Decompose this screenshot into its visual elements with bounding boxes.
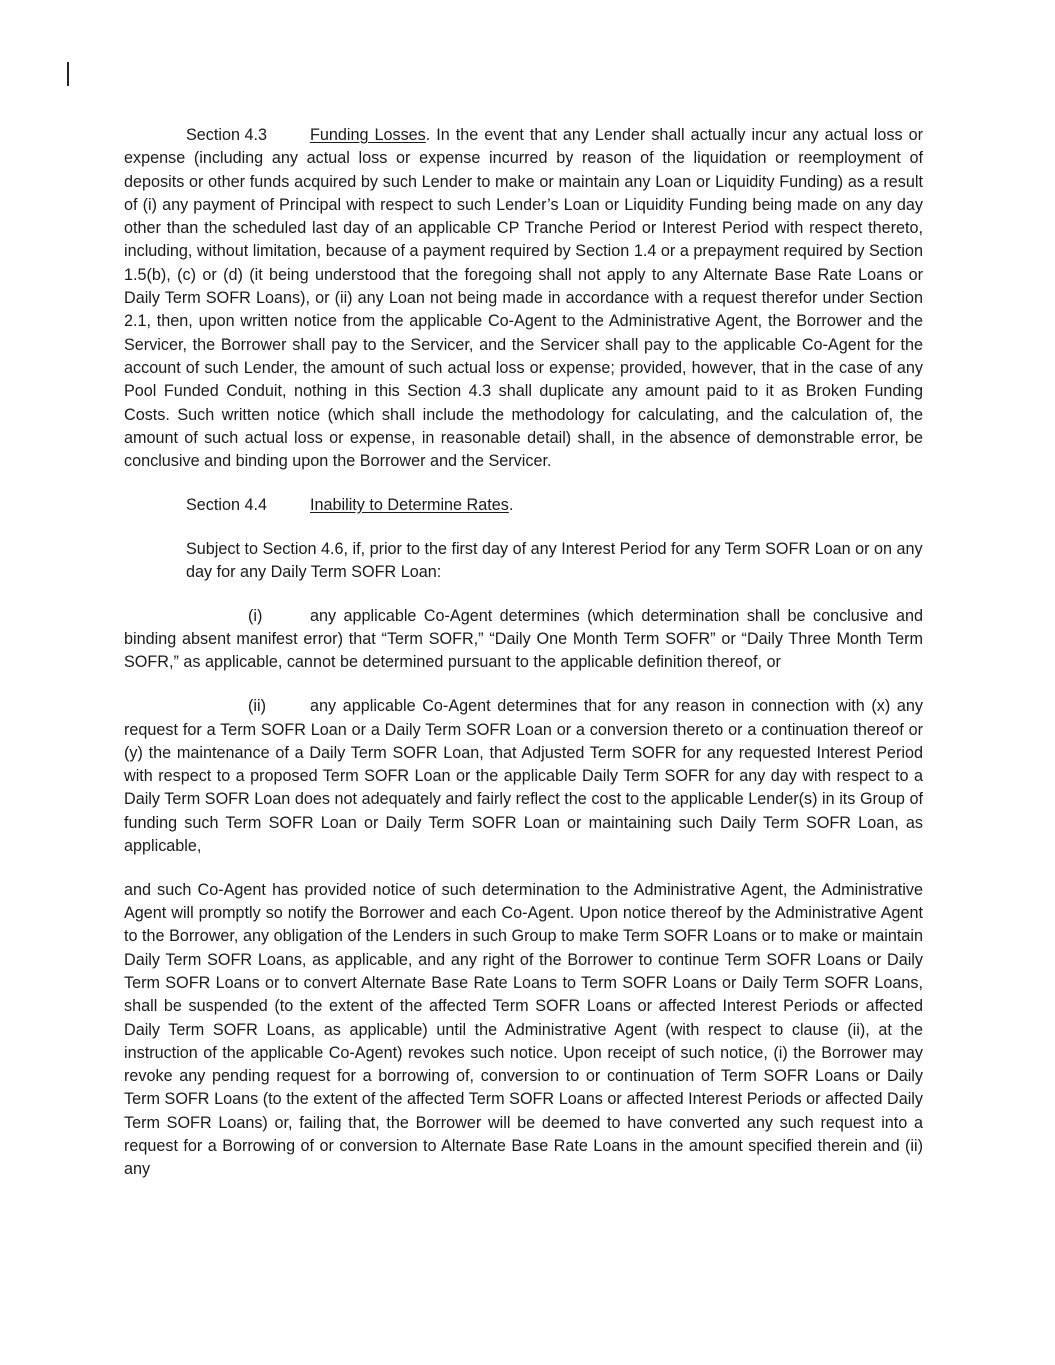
section-4-3-heading: Funding Losses [310, 126, 426, 144]
clause-i [124, 605, 923, 675]
section-4-4-heading: Inability to Determine Rates [310, 495, 509, 514]
section-4-3-number: Section 4.3 [186, 126, 267, 144]
section-4-3-heading-punct: . [425, 126, 431, 144]
section-4-4-number: Section 4.4 [186, 495, 267, 514]
clause-ii-text: any applicable Co-Agent determines that for any reason in connection with (x) any request for a Term SOFR Loan or a Daily Term SOFR Loan or a conversion thereto or a continuation thereof or (y) the maintenance of a Daily Term SOFR Loan, that Adjusted Term SOFR for any requested Interest Period with respect to a proposed Term SOFR Loan or the applicable Daily Term SOFR for any day with respect to a Daily Term SOFR Loan does not adequately and fairly reflect the cost to the applicable Lender(s) in its Group of funding such Term SOFR Loan or Daily Term SOFR Loan or maintaining such Daily Term SOFR Loan, as applicable, [124, 697, 923, 856]
clause-i-number: (i) [248, 606, 263, 625]
section-4-4-closing: and such Co-Agent has provided notice of such determination to the Administrative Agent, the Administrative Agent will promptly so notify the Borrower and each Co-Agent. Upon notice thereof by the Administrative Agent to the Borrower, any obligation of the Lenders in such Group to make Term SOFR Loans or to make or maintain Daily Term SOFR Loans, as applicable, and any right of the Borrower to continue Term SOFR Loans or Daily Term SOFR Loans or to convert Alternate Base Rate Loans to Term SOFR Loans or Daily Term SOFR Loans, shall be suspended (to the extent of the affected Term SOFR Loans or affected Interest Periods or affected Daily Term SOFR Loans, as applicable) until the Administrative Agent (with respect to clause (ii), at the instruction of the applicable Co-Agent) revokes such notice. Upon receipt of such notice, (i) the Borrower may revoke any pending request for a borrowing of, conversion to or continuation of Term SOFR Loans or Daily Term SOFR Loans (to the extent of the affected Term SOFR Loans or affected Interest Periods or affected Daily Term SOFR Loans) or, failing that, the Borrower will be deemed to have converted any such request into a request for a Borrowing of or conversion to Alternate Base Rate Loans in the amount specified therein and (ii) any [124, 880, 923, 1179]
clause-i-text: any applicable Co-Agent determines (which determination shall be conclusive and binding absent manifest error) that “Term SOFR,” “Daily One Month Term SOFR” or “Daily Three Month Term SOFR,” as applicable, cannot be determined pursuant to the applicable definition thereof, or [124, 606, 923, 672]
document-page [124, 124, 923, 1202]
section-4-4-heading-punct: . [508, 495, 514, 514]
section-4-3-body: In the event that any Lender shall actually incur any actual loss or expense (including any actual loss or expense incurred by reason of the liquidation or reemployment of deposits or other funds acquired by such Lender to make or maintain any Loan or Liquidity Funding) as a result of (i) any payment of Principal with respect to such Lender’s Loan or Liquidity Funding being made on any day other than the scheduled last day of an applicable CP Tranche Period or Interest Period with respect thereto, including, without limitation, because of a payment required by Section 1.4 or a prepayment required by Section 1.5(b), (c) or (d) (it being understood that the foregoing shall not apply to any Alternate Base Rate Loans or Daily Term SOFR Loans), or (ii) any Loan not being made in accordance with a request therefor under Section 2.1, then, upon written notice from the applicable Co-Agent to the Administrative Agent, the Borrower and the Servicer, the Borrower shall pay to the Servicer, and the Servicer shall pay to the applicable Co-Agent for the account of such Lender, the amount of such actual loss or expense; provided, however, that in the case of any Pool Funded Conduit, nothing in this Section 4.3 shall duplicate any amount paid to it as Broken Funding Costs. Such written notice (which shall include the methodology for calculating, and the calculation of, the amount of such actual loss or expense, in reasonable detail) shall, in the absence of demonstrable error, be conclusive and binding upon the Borrower and the Servicer. [124, 126, 923, 471]
clause-ii [124, 695, 923, 858]
section-4-3-paragraph [124, 124, 923, 473]
section-4-4-intro: Subject to Section 4.6, if, prior to the first day of any Interest Period for any Term SOFR Loan or on any day for any Daily Term SOFR Loan: [186, 539, 923, 582]
clause-ii-number: (ii) [248, 697, 266, 716]
section-4-4-heading-line [124, 494, 923, 517]
revision-margin-bar [67, 62, 69, 86]
